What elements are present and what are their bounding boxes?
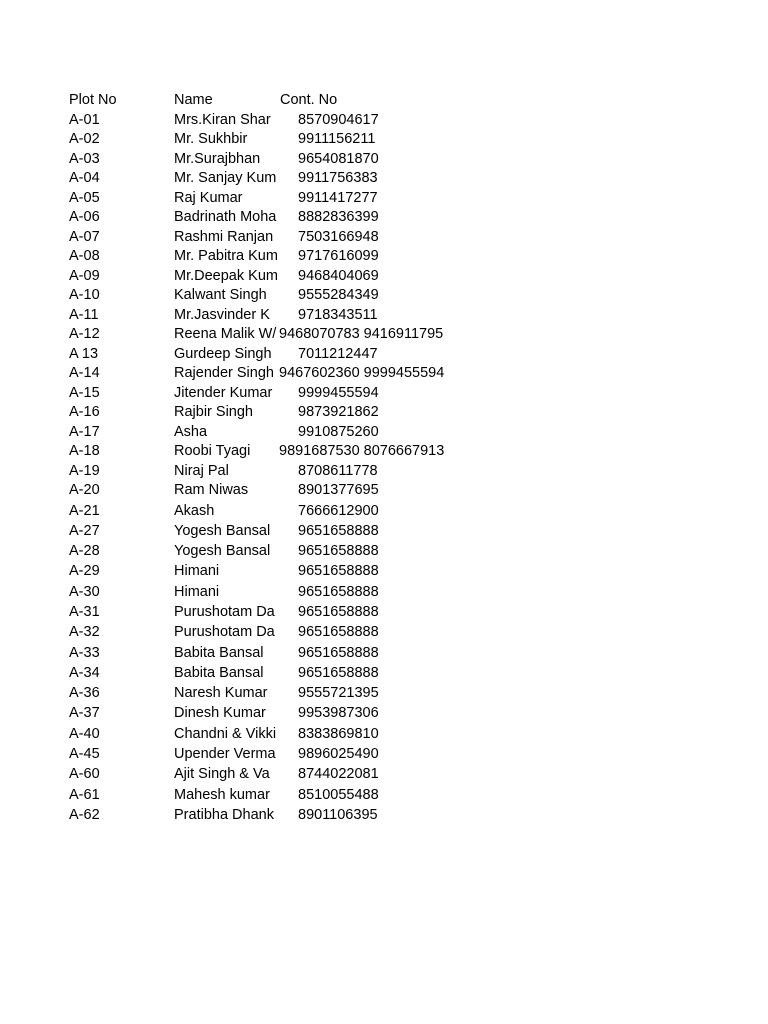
plot-no-cell: A-07 (69, 228, 100, 245)
plot-no-cell: A-16 (69, 404, 100, 420)
plot-no-cell: A-31 (69, 603, 100, 620)
contact-number-cell: 9910875260 (298, 423, 379, 440)
name-cell: Reena Malik W/ (174, 326, 277, 342)
plot-no-cell: A-17 (69, 423, 100, 440)
name-cell: Upender Verma (174, 746, 276, 763)
contact-number-cell: 9651658888 (298, 543, 379, 560)
contact-number-cell: 9873921862 (298, 404, 379, 420)
contact-number-cell: 9468404069 (298, 267, 379, 284)
plot-no-cell: A-08 (69, 248, 100, 264)
plot-no-cell: A-10 (69, 287, 100, 303)
header-name: Name (174, 92, 213, 108)
header-plot-no: Plot No (69, 92, 117, 108)
contact-number-cell: 9651658888 (298, 522, 379, 539)
contact-number-cell: 7011212447 (298, 345, 378, 362)
contact-number-cell: 8708611778 (298, 462, 378, 479)
contact-number-cell: 8510055488 (298, 786, 379, 803)
contact-number-cell: 9896025490 (298, 746, 379, 763)
contact-number-cell: 9911756383 (298, 170, 378, 186)
plot-no-cell: A-28 (69, 543, 100, 560)
plot-no-cell: A-04 (69, 170, 100, 186)
name-cell: Chandni & Vikki (174, 725, 277, 742)
contact-number-cell: 7666612900 (298, 502, 379, 519)
plot-no-cell: A-01 (69, 111, 100, 128)
plot-no-cell: A-40 (69, 725, 100, 742)
name-cell: Akash (174, 502, 215, 519)
name-cell: Purushotam Da (174, 603, 275, 620)
contact-number-cell: 9911156211 (298, 131, 376, 147)
contact-number-cell: 9651658888 (298, 624, 379, 641)
plot-no-cell: A-33 (69, 644, 100, 661)
name-cell: Kalwant Singh (174, 287, 267, 303)
name-cell: Niraj Pal (174, 462, 229, 479)
name-cell: Gurdeep Singh (174, 345, 272, 362)
plot-no-cell: A-19 (69, 462, 100, 479)
contact-number-cell: 8901377695 (298, 482, 379, 498)
plot-no-cell: A-36 (69, 685, 100, 702)
name-cell: Purushotam Da (174, 624, 275, 641)
plot-no-cell: A-20 (69, 482, 100, 498)
contact-number-cell: 9468070783 9416911795 (279, 326, 444, 342)
plot-no-cell: A-21 (69, 502, 100, 519)
header-cont-no: Cont. No (280, 92, 338, 108)
contact-number-cell: 9555284349 (298, 287, 379, 303)
plot-no-cell: A-18 (69, 443, 100, 459)
plot-no-cell: A-03 (69, 150, 100, 167)
contact-number-cell: 9911417277 (298, 189, 378, 206)
name-cell: Mr. Sukhbir (174, 131, 248, 147)
plot-no-cell: A-62 (69, 806, 100, 823)
contact-number-cell: 9651658888 (298, 603, 379, 620)
name-cell: Raj Kumar (174, 189, 243, 206)
contact-number-cell: 9651658888 (298, 583, 379, 600)
plot-no-cell: A-29 (69, 563, 100, 580)
plot-no-cell: A-61 (69, 786, 100, 803)
contact-number-cell: 9891687530 8076667913 (279, 443, 445, 459)
contact-number-cell: 8570904617 (298, 111, 379, 128)
plot-no-cell: A-11 (69, 306, 99, 323)
contact-number-cell: 9953987306 (298, 705, 379, 722)
name-cell: Ram Niwas (174, 482, 249, 498)
contact-number-cell: 9999455594 (298, 384, 379, 401)
contact-number-cell: 8882836399 (298, 209, 379, 225)
name-cell: Rashmi Ranjan (174, 228, 274, 245)
plot-no-cell: A-32 (69, 624, 100, 641)
name-cell: Ajit Singh & Va (174, 766, 270, 783)
name-cell: Rajbir Singh (174, 404, 253, 420)
plot-no-cell: A-09 (69, 267, 100, 284)
name-cell: Babita Bansal (174, 644, 264, 661)
contact-number-cell: 9654081870 (298, 150, 379, 167)
name-cell: Mr.Surajbhan (174, 150, 261, 167)
contact-number-cell: 9467602360 9999455594 (279, 365, 445, 381)
name-cell: Mr.Jasvinder K (174, 306, 270, 323)
contact-number-cell: 9718343511 (298, 306, 378, 323)
name-cell: Himani (174, 583, 220, 600)
plot-no-cell: A-37 (69, 705, 100, 722)
contact-number-cell: 9717616099 (298, 248, 379, 264)
name-cell: Yogesh Bansal (174, 522, 271, 539)
name-cell: Rajender Singh (174, 365, 274, 381)
plot-no-cell: A-15 (69, 384, 100, 401)
plot-no-cell: A-30 (69, 583, 100, 600)
name-cell: Mr.Deepak Kum (174, 267, 278, 284)
plot-no-cell: A-34 (69, 664, 100, 681)
contact-number-cell: 8383869810 (298, 725, 379, 742)
name-cell: Naresh Kumar (174, 685, 268, 702)
name-cell: Yogesh Bansal (174, 543, 271, 560)
name-cell: Mrs.Kiran Shar (174, 111, 271, 128)
plot-no-cell: A-06 (69, 209, 100, 225)
name-cell: Babita Bansal (174, 664, 264, 681)
contact-number-cell: 9651658888 (298, 664, 379, 681)
contact-number-cell: 9651658888 (298, 563, 379, 580)
name-cell: Mahesh kumar (174, 786, 270, 803)
contact-number-cell: 7503166948 (298, 228, 379, 245)
name-cell: Jitender Kumar (174, 384, 273, 401)
plot-no-cell: A-60 (69, 766, 100, 783)
plot-no-cell: A-45 (69, 746, 100, 763)
plot-no-cell: A 13 (69, 345, 99, 362)
contact-number-cell: 9651658888 (298, 644, 379, 661)
name-cell: Dinesh Kumar (174, 705, 266, 722)
contact-number-cell: 8901106395 (298, 806, 378, 823)
name-cell: Badrinath Moha (174, 209, 277, 225)
plot-no-cell: A-14 (69, 365, 100, 381)
name-cell: Mr. Sanjay Kum (174, 170, 277, 186)
name-cell: Himani (174, 563, 220, 580)
contact-number-cell: 9555721395 (298, 685, 379, 702)
plot-no-cell: A-02 (69, 131, 100, 147)
name-cell: Roobi Tyagi (174, 443, 251, 459)
name-cell: Asha (174, 423, 208, 440)
plot-no-cell: A-12 (69, 326, 100, 342)
plot-no-cell: A-05 (69, 189, 100, 206)
name-cell: Mr. Pabitra Kum (174, 248, 278, 264)
name-cell: Pratibha Dhank (174, 806, 274, 823)
plot-no-cell: A-27 (69, 522, 100, 539)
contact-number-cell: 8744022081 (298, 766, 379, 783)
